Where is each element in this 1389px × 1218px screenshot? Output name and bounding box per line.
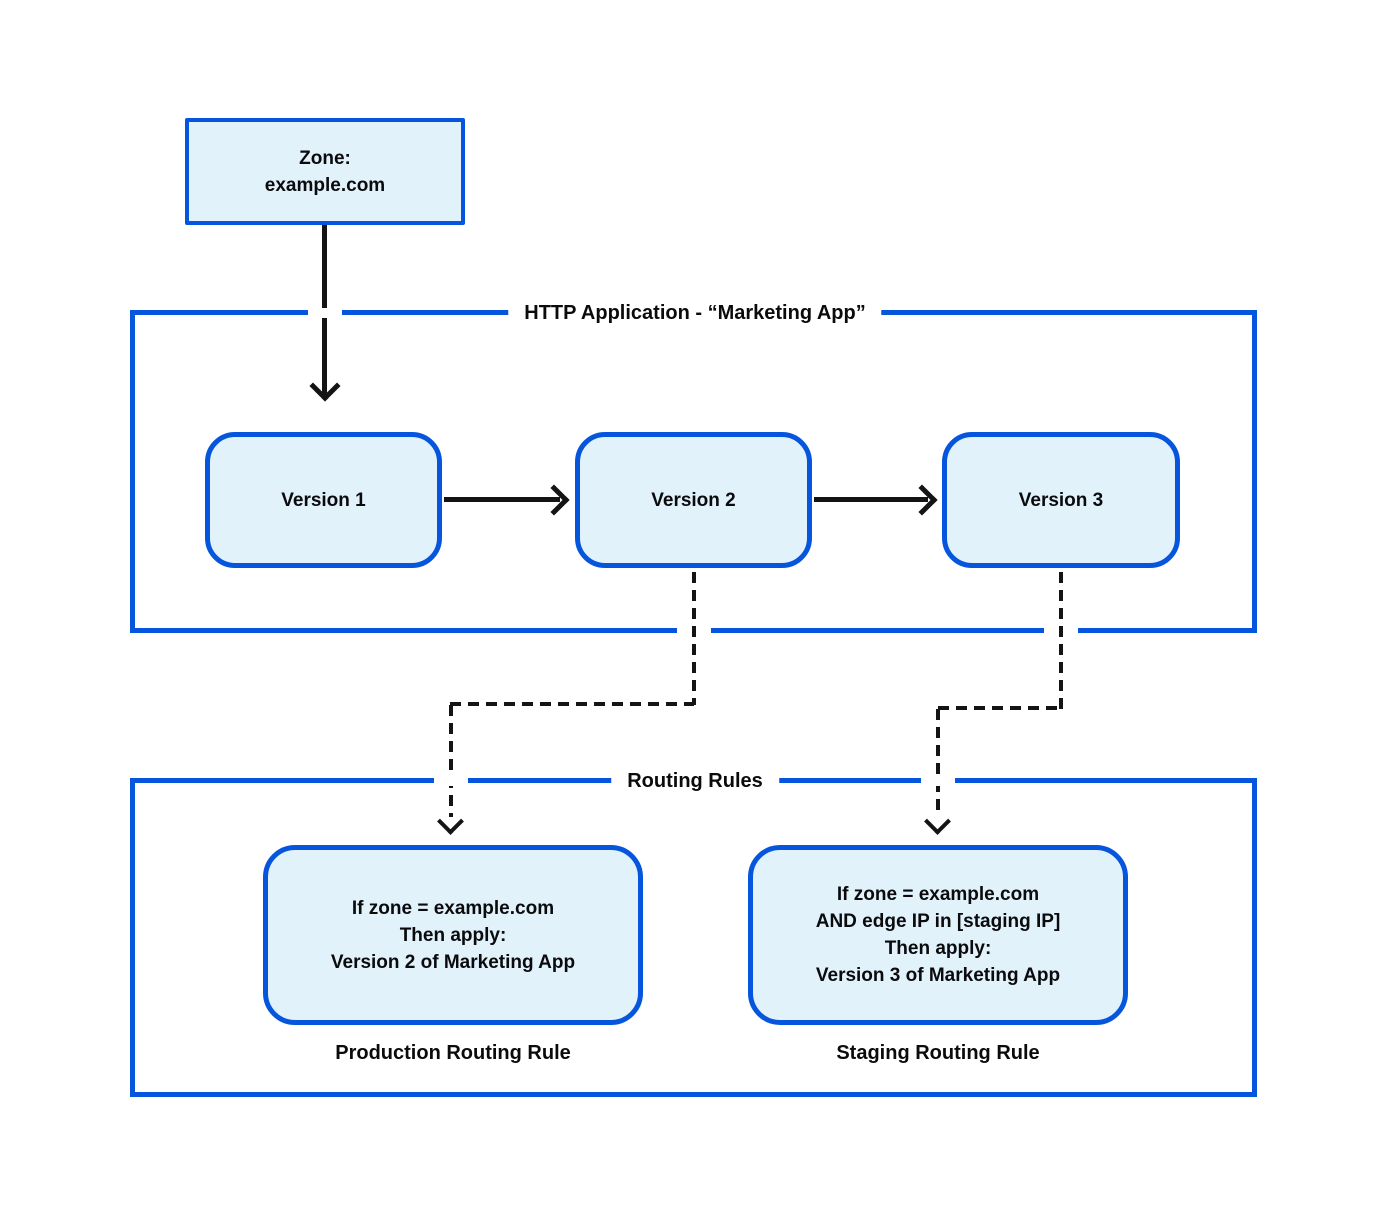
- v2-rule-dash-vertical-1: [692, 572, 696, 705]
- version-3-box: [942, 432, 1180, 568]
- staging-rule-line: If zone = example.com: [836, 884, 1040, 905]
- staging-rule-box: [748, 845, 1128, 1025]
- version-2-label: Version 2: [651, 489, 736, 511]
- staging-rule-line: Then apply:: [884, 938, 992, 959]
- production-rule-line: Then apply:: [399, 924, 507, 946]
- zone-label-line1: Zone:: [299, 147, 351, 169]
- production-rule-line: Version 2 of Marketing App: [330, 951, 576, 973]
- zone-label-line2: example.com: [264, 174, 386, 196]
- version-2-box: [575, 432, 812, 568]
- v3-rule-dash-vertical-1: [1059, 572, 1063, 709]
- production-rule-caption: Production Routing Rule: [335, 1042, 571, 1064]
- routing-rules-title: Routing Rules: [611, 768, 779, 794]
- v2-rule-dash-horizontal: [450, 702, 694, 706]
- version-1-box: [205, 432, 442, 568]
- routing-top-border-gap-right: [921, 776, 955, 786]
- production-rule-box: [263, 845, 643, 1025]
- staging-rule-line: AND edge IP in [staging IP]: [815, 911, 1061, 932]
- production-rule-line: If zone = example.com: [351, 897, 555, 919]
- version-1-label: Version 1: [281, 489, 366, 511]
- zone-box: [185, 118, 465, 225]
- http-application-title: HTTP Application - “Marketing App”: [508, 300, 881, 326]
- v3-rule-dash-horizontal: [938, 706, 1063, 710]
- routing-top-border-gap-left: [434, 776, 468, 786]
- staging-rule-caption: Staging Routing Rule: [836, 1042, 1040, 1064]
- staging-rule-line: Version 3 of Marketing App: [815, 965, 1061, 986]
- version-3-label: Version 3: [1018, 489, 1104, 511]
- http-top-border-arrow-gap: [308, 308, 342, 318]
